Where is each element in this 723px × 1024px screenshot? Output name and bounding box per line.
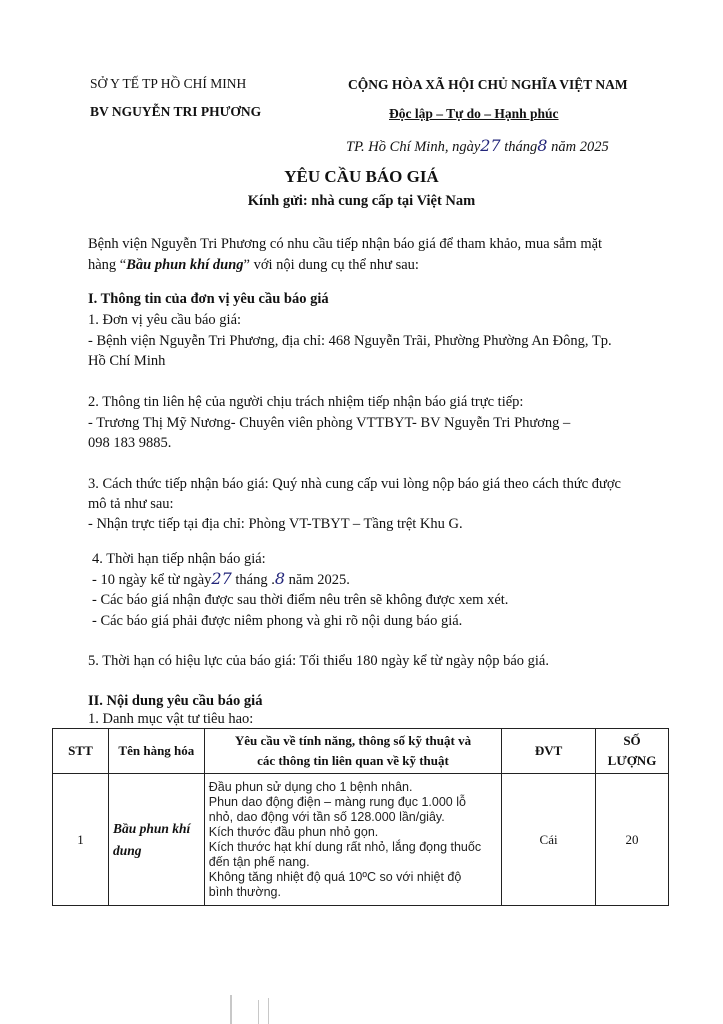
s1-item5: 5. Thời hạn có hiệu lực của báo giá: Tối thiểu 180 ngày kể từ ngày nộp báo giá. [88,653,549,669]
scan-artifact [268,998,269,1024]
cell-stt: 1 [53,774,109,906]
date-month-word: tháng [504,139,538,155]
s1-item4-line3: - Các báo giá phải được niêm phong và ghi rõ nội dung báo giá. [92,613,463,629]
s1-item4-day-handwritten: 27 [211,569,232,588]
table-row [53,774,669,906]
cell-specs [204,774,501,906]
scan-artifact [230,995,232,1024]
cell-name [108,774,204,906]
spec-line: Phun dao động điện – màng rung đục 1.000 lỗ [208,794,466,809]
s2-item1-title: 1. Danh mục vật tư tiêu hao: [88,711,254,727]
col-header-unit: ĐVT [502,729,596,774]
qty-header-line2: LƯỢNG [607,753,657,768]
spec-line: Kích thước đầu phun nhỏ gọn. [208,824,379,839]
spec-line: nhỏ, dao động với tần số 128.000 lần/giây. [208,809,445,824]
recipient-line: Kính gửi: nhà cung cấp tại Việt Nam [247,193,476,209]
document-title: YÊU CẦU BÁO GIÁ [284,167,439,186]
s1-item3-line2: mô tả như sau: [88,496,174,512]
s1-item4-line2: - Các báo giá nhận được sau thời điểm nêu trên sẽ không được xem xét. [92,592,509,608]
s1-item2-title: 2. Thông tin liên hệ của người chịu trách nhiệm tiếp nhận báo giá trực tiếp: [88,394,524,410]
s1-item2-line2: 098 183 9885. [88,435,172,451]
name-line1: Bầu phun khí [112,820,191,836]
qty-header-line1: SỐ [623,733,641,748]
s1-item3-line1: 3. Cách thức tiếp nhận báo giá: Quý nhà cung cấp vui lòng nộp báo giá theo cách thức được [88,476,621,492]
section-1-heading: I. Thông tin của đơn vị yêu cầu báo giá [88,291,329,307]
document-date [346,136,609,156]
s1-item4-title: 4. Thời hạn tiếp nhận báo giá: [92,551,266,567]
cell-unit: Cái [502,774,596,906]
intro-suffix: ” với nội dung cụ thể như sau: [243,257,419,273]
spec-line: Đầu phun sử dụng cho 1 bệnh nhân. [208,779,413,794]
col-header-name: Tên hàng hóa [108,729,204,774]
intro-product: Bầu phun khí dung [126,257,244,273]
table-header-row [53,729,669,774]
hospital-name: BV NGUYỄN TRI PHƯƠNG [90,104,262,119]
date-year: năm 2025 [551,139,609,155]
s1-item1-title: 1. Đơn vị yêu cầu báo giá: [88,312,242,328]
col-header-stt: STT [53,729,109,774]
s1-item2-line1: - Trương Thị Mỹ Nương- Chuyên viên phòng VTTBYT- BV Nguyễn Tri Phương – [88,415,571,431]
s1-item1-line2: Hồ Chí Minh [88,353,166,369]
s1-item1-line1: - Bệnh viện Nguyễn Tri Phương, địa chỉ: 468 Nguyễn Trãi, Phường Phường An Đông, Tp. [88,333,612,349]
s1-item4-month-handwritten: 8 [274,569,286,588]
col-header-quantity [596,729,669,774]
intro-line-2 [88,255,419,275]
cell-quantity: 20 [596,774,669,906]
s1-item3-line3: - Nhận trực tiếp tại địa chỉ: Phòng VT-TBYT – Tầng trệt Khu G. [88,516,463,532]
date-prefix: TP. Hồ Chí Minh, ngày [346,139,481,155]
ministry-name: SỞ Y TẾ TP HỒ CHÍ MINH [90,76,247,91]
intro-prefix: hàng “ [88,257,127,273]
spec-line: Không tăng nhiệt độ quá 10ºC so với nhiệt độ [208,869,462,884]
national-motto: Độc lập – Tự do – Hạnh phúc [389,106,559,121]
spec-line: Kích thước hạt khí dung rất nhỏ, lắng đọng thuốc [208,839,482,854]
scan-artifact [258,1000,259,1024]
req-header-line1: Yêu cầu về tính năng, thông số kỹ thuật và [234,733,472,748]
s1-item4-line1 [92,569,350,590]
name-line2: dung [112,842,142,858]
spec-line: đến tận phế nang. [208,854,310,869]
s1-item4-month-word: tháng . [235,572,275,588]
s1-item4-year: năm 2025. [288,572,350,588]
s1-item4-prefix: - 10 ngày kể từ ngày [92,572,212,588]
national-title: CỘNG HÒA XÃ HỘI CHỦ NGHĨA VIỆT NAM [348,77,628,92]
spec-line: bình thường. [208,884,281,899]
req-header-line2: các thông tin liên quan về kỹ thuật [257,753,449,768]
intro-line-1: Bệnh viện Nguyễn Tri Phương có nhu cầu tiếp nhận báo giá để tham khảo, mua sắm mặt [88,236,603,252]
col-header-requirements [204,729,501,774]
date-day-handwritten: 27 [480,136,501,155]
materials-table [52,728,669,906]
section-2-heading: II. Nội dung yêu cầu báo giá [88,693,263,709]
date-month-handwritten: 8 [537,136,548,155]
